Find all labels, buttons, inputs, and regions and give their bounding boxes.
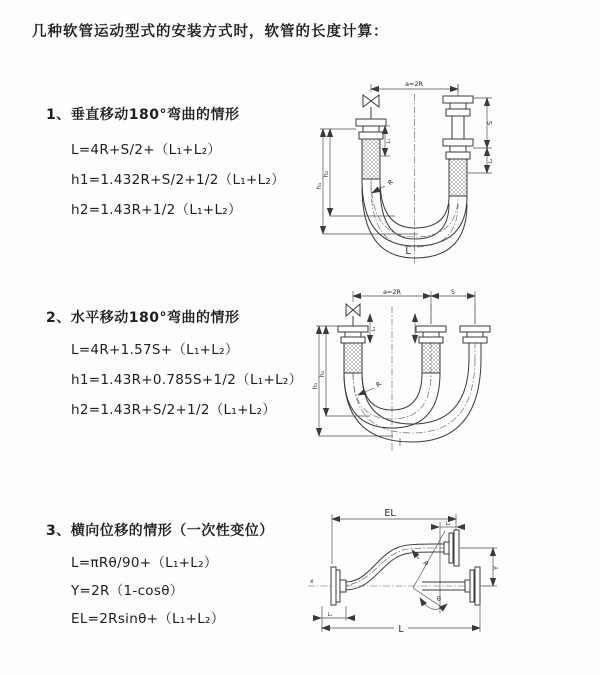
angle-label: θ xyxy=(437,595,441,603)
section1-formula-h1: h1=1.432R+S/2+1/2（L₁+L₂） xyxy=(71,172,285,188)
dimension-y-label: Y xyxy=(492,566,500,570)
left-braided-hose xyxy=(362,139,380,179)
radius-label: R xyxy=(374,379,384,389)
lower-right-flange xyxy=(465,567,480,605)
datum-mark: x xyxy=(310,578,314,585)
left-braided-hose xyxy=(344,343,362,373)
dimension-length-label: L xyxy=(398,624,404,635)
section2-heading: 2、水平移动180°弯曲的情形 xyxy=(46,310,240,326)
middle-flange xyxy=(416,326,446,343)
diagram-lateral-displacement xyxy=(300,506,600,646)
section3-formula-L: L=πRθ/90+（L₁+L₂） xyxy=(71,555,218,571)
dimension-el-label: EL xyxy=(384,508,396,519)
section2-formula-h2: h2=1.43R+S/2+1/2（L₁+L₂） xyxy=(71,402,277,418)
diagram-vertical-180-bend xyxy=(310,76,600,271)
radius-arrow xyxy=(412,550,419,559)
left-flange xyxy=(331,567,346,605)
diagram-horizontal-180-bend xyxy=(308,286,598,461)
right-flange-lower xyxy=(443,139,473,159)
section2-formula-L: L=4R+1.57S+（L₁+L₂） xyxy=(71,342,239,358)
u-bend-hose-position2 xyxy=(344,358,481,442)
dimension-stroke-label: S xyxy=(486,120,494,126)
dimension-l1-label: L₁ xyxy=(386,138,392,144)
dimension-stroke-label: S xyxy=(450,288,456,296)
section2-formula-h1: h1=1.43R+0.785S+1/2（L₁+L₂） xyxy=(71,372,303,388)
radius-label: R xyxy=(386,177,396,187)
dimension-h2-label: h₂ xyxy=(318,370,326,378)
left-flange xyxy=(338,326,368,343)
radius-arrow xyxy=(372,186,385,193)
dimension-span-label: a=2R xyxy=(382,288,402,296)
valve-icon xyxy=(363,95,379,119)
radius-label: R xyxy=(421,559,431,569)
s-curve-hose xyxy=(338,544,460,590)
dimension-h2-label: h₂ xyxy=(322,170,330,178)
page-title: 几种软管运动型式的安装方式时，软管的长度计算： xyxy=(32,24,389,40)
valve-icon xyxy=(346,304,360,326)
dimension-h1-label: h₁ xyxy=(315,182,323,190)
left-flange xyxy=(356,119,386,139)
dimension-l1-label: L₁ xyxy=(371,326,377,332)
section1-formula-h2: h2=1.43R+1/2（L₁+L₂） xyxy=(71,202,242,218)
section3-formula-EL: EL=2Rsinθ+（L₁+L₂） xyxy=(71,611,225,627)
dimension-h1-label: h₁ xyxy=(311,382,319,390)
section3-heading: 3、横向位移的情形（一次性变位） xyxy=(46,523,274,539)
dimension-l1-label: L₁ xyxy=(327,612,333,618)
section3-formula-Y: Y=2R（1-cosθ） xyxy=(71,583,184,599)
section1-heading: 1、垂直移动180°弯曲的情形 xyxy=(46,107,240,123)
right-flange-upper xyxy=(443,96,473,116)
right-flange xyxy=(460,326,490,343)
middle-braided-hose xyxy=(422,343,440,373)
dimension-l2-label: L₂ xyxy=(488,158,494,164)
right-braided-hose xyxy=(449,159,467,196)
section1-formula-L: L=4R+S/2+（L₁+L₂） xyxy=(71,142,222,158)
dimension-span-label: a=2R xyxy=(404,80,424,88)
dimension-l2-label: L₂ xyxy=(445,521,451,527)
length-label: L xyxy=(405,246,411,257)
upper-right-flange xyxy=(444,530,459,566)
